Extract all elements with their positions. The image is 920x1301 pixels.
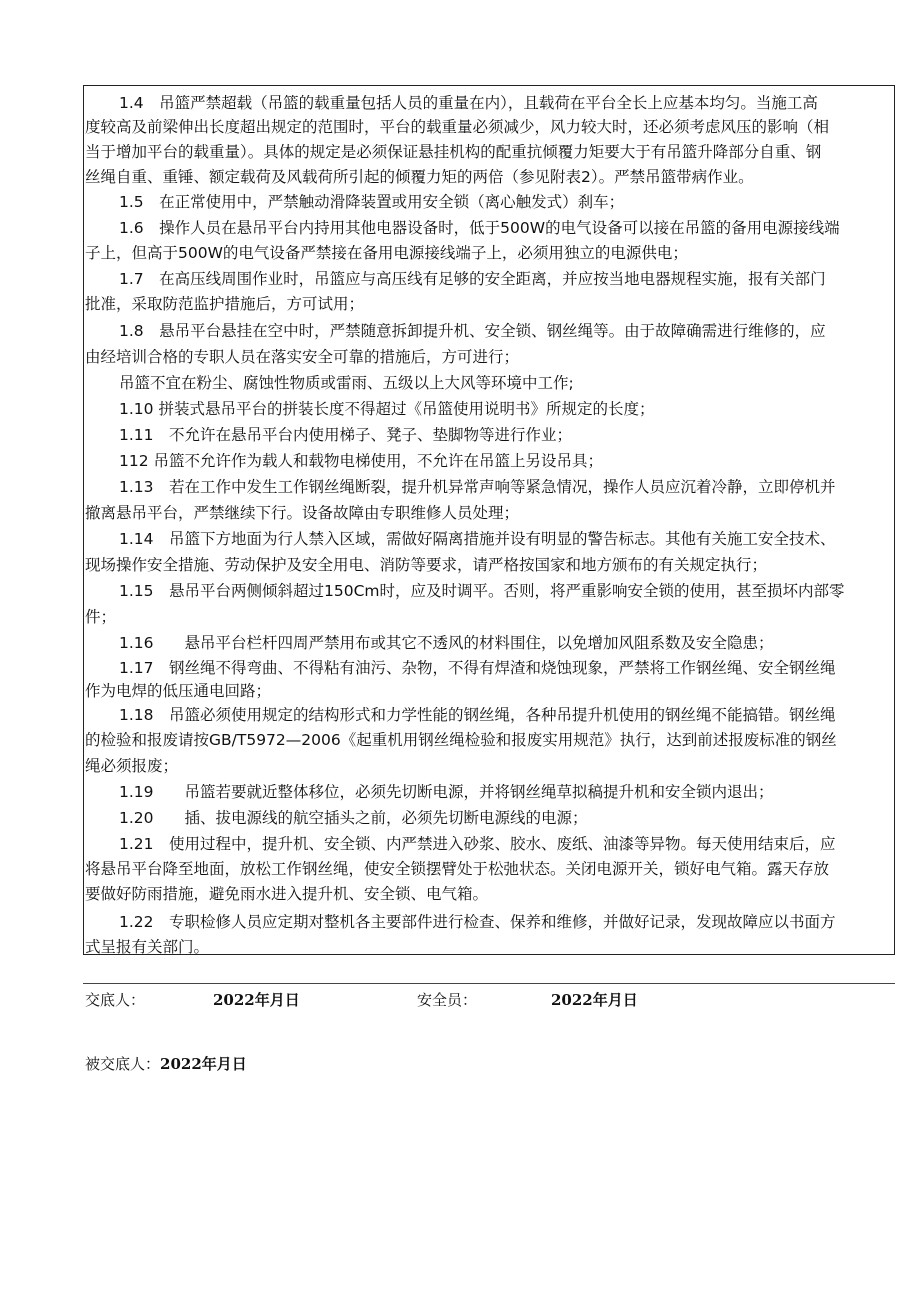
text-line: 1.7 在高压线周围作业时，吊篮应与高压线有足够的安全距离，并应按当地电器规程实施，报有关部门	[119, 270, 826, 288]
text-line: 式呈报有关部门。	[85, 938, 210, 956]
text-line: 112 吊篮不允许作为载人和载物电梯使用，不允许在吊篮上另设吊具；	[119, 452, 604, 470]
text-line: 丝绳自重、重锤、额定载荷及风载荷所引起的倾覆力矩的两倍（参见附表2）。严禁吊篮带病作业。	[85, 168, 754, 186]
text-line: 当于增加平台的载重量）。具体的规定是必须保证悬挂机构的配重抗倾覆力矩要大于有吊篮升降部分自重、钢	[85, 143, 822, 161]
text-line: 1.11 不允许在悬吊平台内使用梯子、凳子、垫脚物等进行作业；	[119, 426, 573, 444]
text-line: 要做好防雨措施，避免雨水进入提升机、安全锁、电气箱。	[85, 885, 489, 903]
text-line: 1.22 专职检修人员应定期对整机各主要部件进行检查、保养和维修，并做好记录，发现故障应以书面方	[119, 913, 836, 931]
safety-officer-date: 2022年月日	[551, 991, 638, 1009]
text-line: 1.13 若在工作中发生工作钢丝绳断裂，提升机异常声响等紧急情况，操作人员应沉着冷静，立即停机并	[119, 478, 836, 496]
text-line: 1.6 操作人员在悬吊平台内持用其他电器设备时，低于500W的电气设备可以接在吊篮的备用电源接线端	[119, 219, 840, 237]
text-line: 将悬吊平台降至地面，放松工作钢丝绳，使安全锁摆臂处于松弛状态。关闭电源开关，锁好电气箱。露天存放	[85, 860, 830, 878]
text-line: 1.5 在正常使用中，严禁触动滑降装置或用安全锁（离心触发式）刹车；	[119, 193, 625, 211]
text-line: 1.21 使用过程中，提升机、安全锁、内严禁进入砂浆、胶水、废纸、油漆等异物。每天使用结束后，应	[119, 835, 836, 853]
text-line: 1.17 钢丝绳不得弯曲、不得粘有油污、杂物，不得有焊渣和烧蚀现象，严禁将工作钢丝绳、安全钢丝绳	[119, 659, 836, 677]
text-line: 批准，采取防范监护措施后，方可试用；	[85, 295, 365, 313]
footer-divider	[83, 983, 895, 984]
text-line: 1.20 插、拔电源线的航空插头之前，必须先切断电源线的电源；	[119, 809, 588, 827]
text-line: 1.15 悬吊平台两侧倾斜超过150Cm时，应及时调平。否则，将严重影响安全锁的使用，甚至损坏内部零	[119, 582, 845, 600]
text-line: 1.8 悬吊平台悬挂在空中时，严禁随意拆卸提升机、安全锁、钢丝绳等。由于故障确需进行维修的，应	[119, 322, 826, 340]
text-line: 撤离悬吊平台，严禁继续下行。设备故障由专职维修人员处理；	[85, 504, 520, 522]
handover-label: 交底人：	[85, 991, 146, 1009]
safety-officer-label: 安全员：	[417, 991, 478, 1009]
text-line: 子上，但高于500W的电气设备严禁接在备用电源接线端子上，必须用独立的电源供电；	[85, 244, 688, 262]
text-line: 件；	[85, 608, 117, 626]
receiver-signoff	[85, 1053, 247, 1074]
text-line: 现场操作安全措施、劳动保护及安全用电、消防等要求，请严格按国家和地方颁布的有关规定执行；	[85, 556, 768, 574]
text-line: 绳必须报废；	[85, 757, 179, 775]
receiver-label: 被交底人：	[85, 1055, 161, 1073]
text-line: 1.18 吊篮必须使用规定的结构形式和力学性能的钢丝绳，各种吊提升机使用的钢丝绳不能搞错。钢丝绳	[119, 706, 836, 724]
receiver-date: 2022年月日	[160, 1055, 247, 1073]
text-line: 1.4 吊篮严禁超载（吊篮的载重量包括人员的重量在内），且载荷在平台全长上应基本均匀。当施工高	[119, 94, 818, 112]
text-line: 度较高及前梁伸出长度超出规定的范围时，平台的载重量必须减少，风力较大时，还必须考虑风压的影响（相	[85, 118, 830, 136]
text-line: 吊篮不宜在粉尘、腐蚀性物质或雷雨、五级以上大风等环境中工作;	[119, 374, 574, 392]
text-line: 的检验和报废请按GB/T5972—2006《起重机用钢丝绳检验和报废实用规范》执行，达到前述报废标准的钢丝	[85, 731, 837, 749]
text-line: 1.19 吊篮若要就近整体移位，必须先切断电源，并将钢丝绳草拟稿提升机和安全锁内退出；	[119, 783, 774, 801]
text-line: 由经培训合格的专职人员在落实安全可靠的措施后，方可进行；	[85, 348, 520, 366]
text-line: 1.10 拼装式悬吊平台的拼装长度不得超过《吊篮使用说明书》所规定的长度；	[119, 400, 655, 418]
text-line: 1.14 吊篮下方地面为行人禁入区域，需做好隔离措施并设有明显的警告标志。其他有关施工安全技术、	[119, 530, 836, 548]
text-line: 作为电焊的低压通电回路；	[85, 682, 272, 700]
handover-date: 2022年月日	[213, 991, 300, 1009]
text-line: 1.16 悬吊平台栏杆四周严禁用布或其它不透风的材料围住，以免增加风阻系数及安全隐患；	[119, 634, 774, 652]
